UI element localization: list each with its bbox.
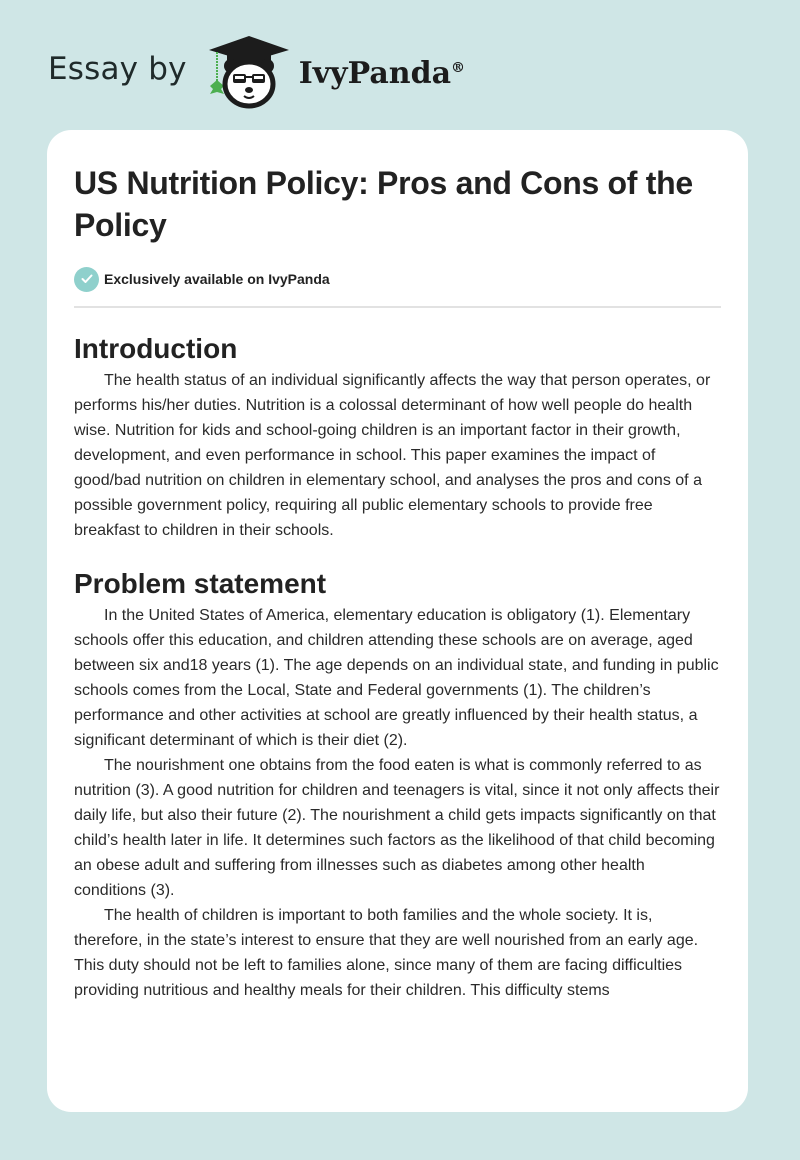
exclusive-text: Exclusively available on IvyPanda	[104, 271, 330, 287]
paragraph: In the United States of America, elementary education is obligatory (1). Elementary schools offer this education, and children attending these schools are on average, aged between six and18 years (1). The age depends on an individual state, and funding in public schools comes from the Local, State and Federal governments (1). The children’s performance and other activities at school are greatly influenced by their health status, a significant determinant of which is their diet (2).	[74, 607, 719, 749]
paragraph: The health status of an individual significantly affects the way that person operates, or performs his/her duties. Nutrition is a colossal determinant of how well people do health wise. Nutrition for kids and school-going children is an important factor in their growth, development, and even performance in school. This paper examines the impact of good/bad nutrition on children in elementary school, and analyses the pros and cons of a possible government policy, requiring all public elementary schools to provide free breakfast to children in their schools.	[74, 372, 711, 539]
check-circle-icon	[74, 267, 99, 292]
brand-prefix: Essay by	[48, 51, 187, 87]
brand-header	[48, 34, 465, 110]
paragraph: The nourishment one obtains from the food eaten is what is commonly referred to as nutrition (3). A good nutrition for children and teenagers is vital, since it not only affects their daily life, but also their future (2). The nourishment a child gets impacts significantly on that child’s health later in life. It determines such factors as the likelihood of that child becoming an obese adult and suffering from illnesses such as diabetes among other health conditions (3).	[74, 757, 720, 899]
paragraph: The health of children is important to both families and the whole society. It is, therefore, in the state’s interest to ensure that they are well nourished from an early age. This duty should not be left to families alone, since many of them are facing difficulties providing nutritious and healthy meals for their children. This difficulty stems	[74, 907, 699, 999]
exclusive-badge	[74, 266, 721, 292]
section-heading-introduction: Introduction	[74, 333, 238, 364]
brand-name: IvyPanda®	[298, 55, 466, 91]
divider	[74, 306, 721, 308]
essay-card	[47, 130, 748, 1112]
page-title: US Nutrition Policy: Pros and Cons of the Policy	[74, 165, 693, 243]
panda-graduate-icon	[205, 34, 293, 110]
section-heading-problem-statement: Problem statement	[74, 568, 327, 599]
